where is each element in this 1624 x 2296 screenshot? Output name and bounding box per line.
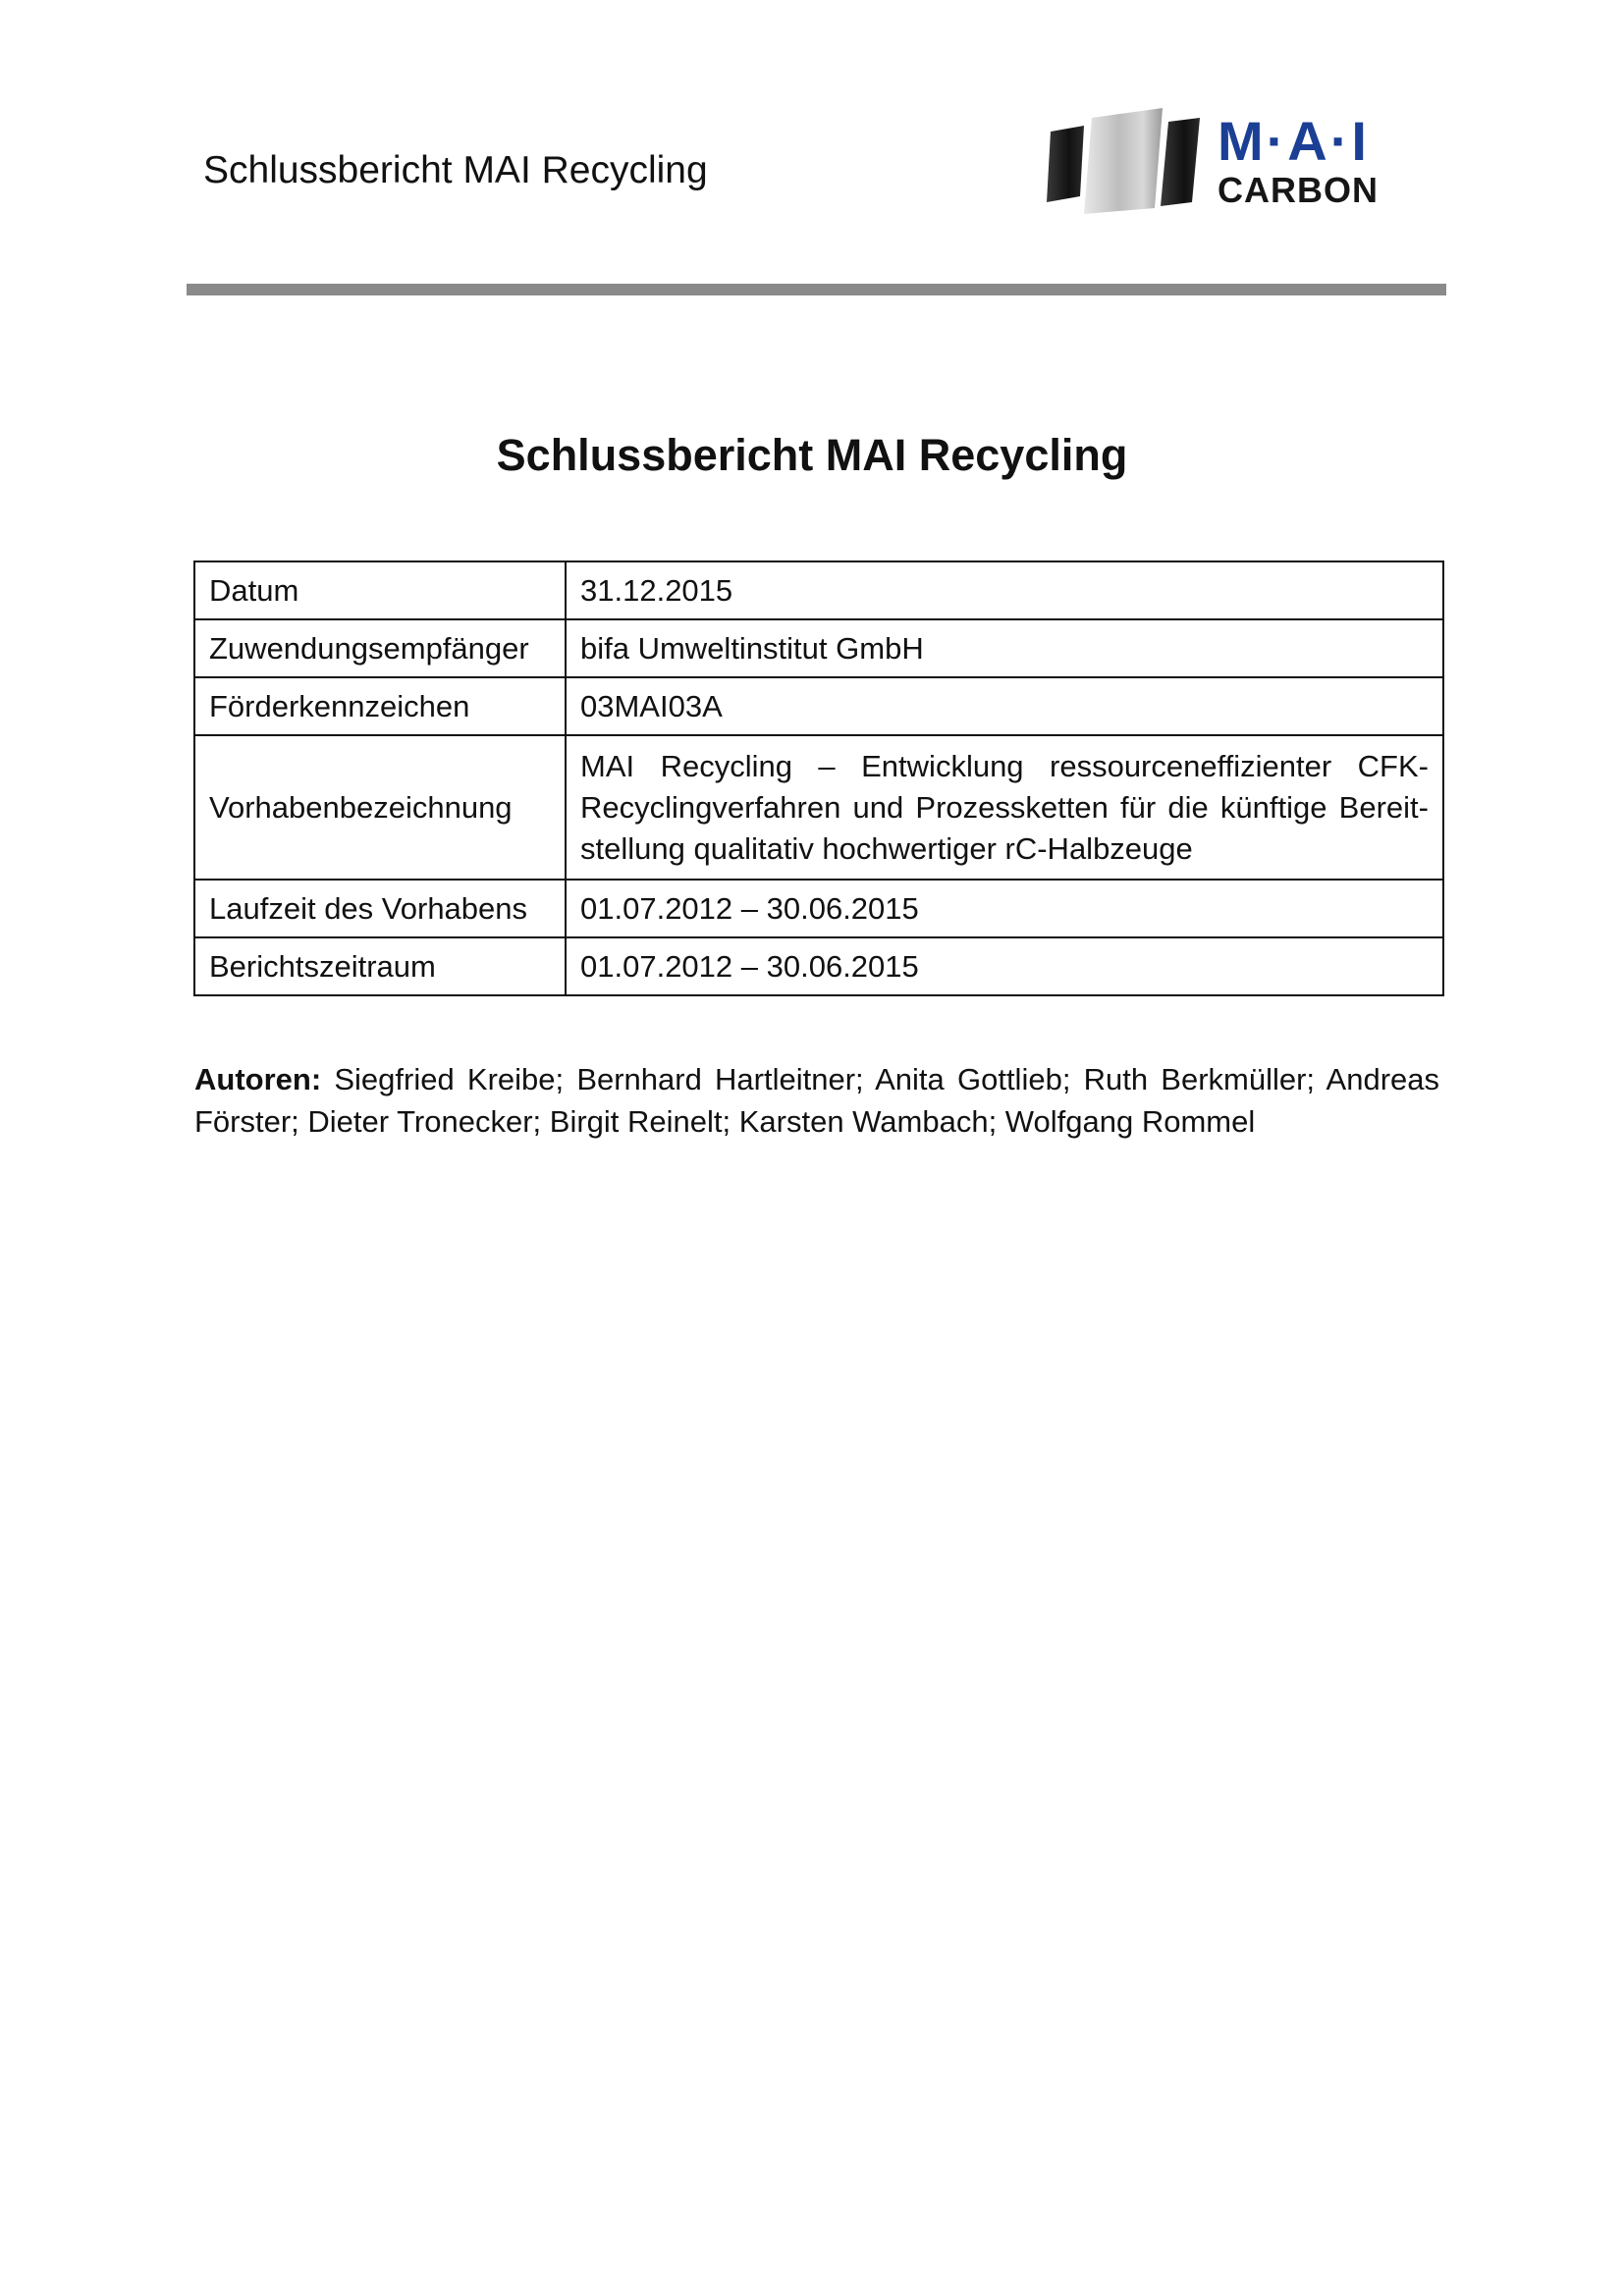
row-label: Vorhabenbezeichnung	[194, 735, 566, 880]
table-row	[194, 677, 1443, 735]
row-value: bifa Umweltinstitut GmbH	[566, 619, 1443, 677]
authors-label: Autoren:	[194, 1062, 322, 1096]
row-label: Laufzeit des Vorhabens	[194, 880, 566, 937]
table-row	[194, 937, 1443, 995]
running-header-title: Schlussbericht MAI Recycling	[203, 149, 708, 191]
table-row	[194, 619, 1443, 677]
row-value: MAI Recycling – Entwicklung ressourceneffizienter CFK-Recyclingverfahren und Prozessketten für die künftige Bereit-stellung qualitativ hochwertiger rC-Halbzeuge	[566, 735, 1443, 880]
table-row	[194, 561, 1443, 619]
row-value: 03MAI03A	[566, 677, 1443, 735]
row-value: 01.07.2012 – 30.06.2015	[566, 937, 1443, 995]
authors-names: Siegfried Kreibe; Bernhard Hartleitner; Anita Gottlieb; Ruth Berkmüller; Andreas Förster; Dieter Tronecker; Birgit Reinelt; Karsten Wambach; Wolfgang Rommel	[194, 1062, 1439, 1139]
row-value: 01.07.2012 – 30.06.2015	[566, 880, 1443, 937]
row-label: Datum	[194, 561, 566, 619]
row-value: 31.12.2015	[566, 561, 1443, 619]
authors-paragraph	[194, 1058, 1439, 1143]
row-label: Förderkennzeichen	[194, 677, 566, 735]
document-title: Schlussbericht MAI Recycling	[496, 430, 1128, 480]
logo-text-mai: M·A·I	[1218, 110, 1370, 172]
row-label: Zuwendungsempfänger	[194, 619, 566, 677]
header-divider	[187, 284, 1446, 295]
logo-text-carbon: CARBON	[1218, 170, 1379, 210]
table-row	[194, 735, 1443, 880]
row-label: Berichtszeitraum	[194, 937, 566, 995]
mai-carbon-logo-icon	[1045, 106, 1202, 216]
table-row	[194, 880, 1443, 937]
company-logo	[1045, 106, 1437, 216]
info-table	[193, 561, 1444, 996]
